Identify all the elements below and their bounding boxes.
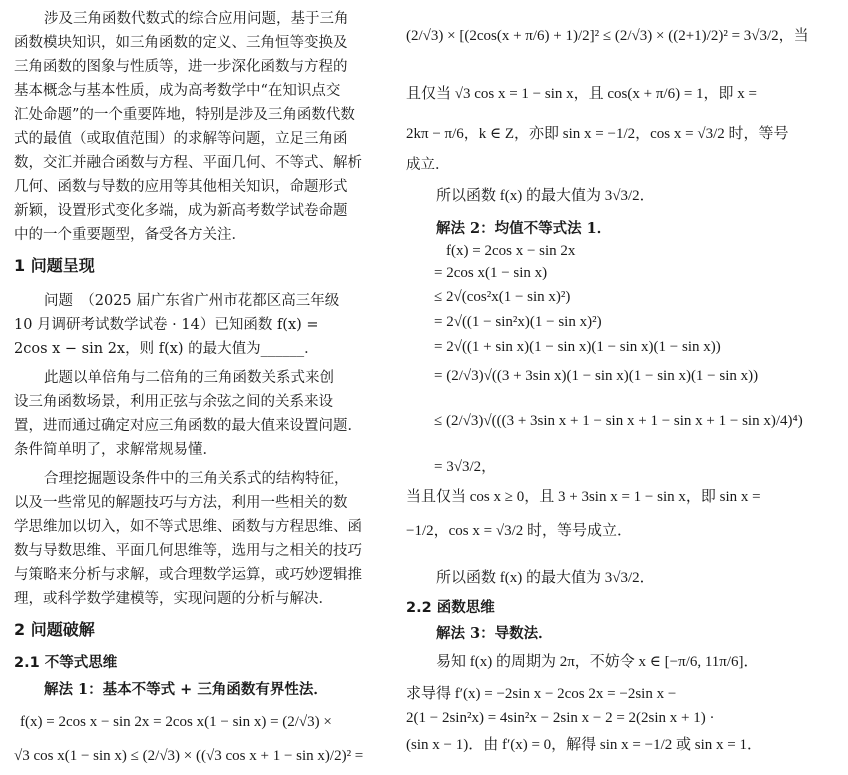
section-1-title: 1 问题呈现 (14, 256, 95, 275)
math-line: = 2√((1 + sin x)(1 − sin x)(1 − sin x)(1 − sin x)) (434, 339, 721, 355)
conclusion-line: 所以函数 f(x) 的最大值为 3√3/2． (436, 570, 655, 586)
text-line: 此题以单倍角与二倍角的三角函数关系式来创 (44, 370, 334, 386)
section-2-1-title: 2.1 不等式思维 (14, 655, 118, 671)
math-line: = (2/√3)√((3 + 3sin x)(1 − sin x)(1 − sin x)(1 − sin x)) (434, 368, 759, 384)
math-line: ≤ (2/√3)√(((3 + 3sin x + 1 − sin x + 1 − sin x + 1 − sin x)/4)⁴) (434, 413, 803, 429)
math-line: f(x) = 2cos x − sin 2x (446, 243, 576, 259)
math-line: 2kπ − π/6，k ∈ Z，亦即 sin x = −1/2，cos x = √3/2 时，等号 (406, 126, 789, 142)
math-line: = 3√3/2， (434, 459, 497, 475)
math-line: 2(1 − 2sin²x) = 4sin²x − 2sin x − 2 = 2(2sin x + 1) · (406, 710, 715, 726)
text-line: 新颖，设置形式变化多端，成为新高考数学试卷命题 (14, 203, 348, 219)
text-line: 以及一些常见的解题技巧与方法，利用一些相关的数 (14, 495, 348, 511)
text-line: 数与导数思维、平面几何思维等，选用与之相关的技巧 (14, 543, 362, 559)
text-line: 问题 （2025 届广东省广州市花都区高三年级 (44, 293, 340, 309)
text-line: 几何、函数与导数的应用等其他相关知识，命题形式 (14, 179, 348, 195)
math-line: 求导得 f′(x) = −2sin x − 2cos 2x = −2sin x − (406, 686, 677, 702)
section-2-2-title: 2.2 函数思维 (406, 600, 495, 616)
text-line: 中的一个重要题型，备受各方关注． (14, 227, 246, 243)
text-line: 理，或科学数学建模等，实现问题的分析与解决． (14, 591, 333, 607)
math-line: 当且仅当 cos x ≥ 0，且 3 + 3sin x = 1 − sin x，即 sin x = (406, 489, 761, 505)
math-line: (2/√3) × [(2cos(x + π/6) + 1)/2]² ≤ (2/√3) × ((2+1)/2)² = 3√3/2，当 (406, 28, 809, 44)
section-2-title: 2 问题破解 (14, 620, 95, 639)
math-line: = 2cos x(1 − sin x) (434, 265, 548, 281)
text-line: 与策略来分析与求解，或合理数学运算，或巧妙逻辑推 (14, 567, 362, 583)
text-line: 涉及三角函数代数式的综合应用问题，基于三角 (44, 11, 349, 27)
text-line: 基本概念与基本性质，成为高考数学中“在知识点交 (14, 83, 341, 99)
text-line: 学思维加以切入，如不等式思维、函数与方程思维、函 (14, 519, 362, 535)
text-line: 函数模块知识，如三角函数的定义、三角恒等变换及 (14, 35, 348, 51)
math-line: f(x) = 2cos x − sin 2x = 2cos x(1 − sin x) = (2/√3) × (20, 714, 332, 730)
text-line: 2cos x − sin 2x，则 f(x) 的最大值为______． (14, 341, 319, 357)
solution-label: 解法 2：均值不等式法 1． (436, 220, 612, 237)
text-line: 成立． (406, 157, 450, 173)
math-line: 易知 f(x) 的周期为 2π，不妨令 x ∈ [−π/6, 11π/6]． (436, 654, 759, 670)
math-line: 且仅当 √3 cos x = 1 − sin x，且 cos(x + π/6) = 1，即 x = (406, 86, 758, 102)
text-line: 10 月调研考试数学试卷 · 14）已知函数 f(x) = (14, 317, 319, 333)
math-line: −1/2，cos x = √3/2 时，等号成立． (406, 523, 632, 539)
solution-label: 解法 3：导数法． (436, 625, 553, 642)
conclusion-line: 所以函数 f(x) 的最大值为 3√3/2． (436, 188, 655, 204)
math-line: ≤ 2√(cos²x(1 − sin x)²) (434, 289, 571, 305)
text-line: 三角函数的图象与性质等，进一步深化函数与方程的 (14, 59, 348, 75)
text-line: 式的最值（或取值范围）的求解等问题，立足三角函 (14, 131, 348, 147)
math-line: (sin x − 1)．由 f′(x) = 0，解得 sin x = −1/2 或 sin x = 1． (406, 737, 762, 753)
text-line: 汇处命题”的一个重要阵地，特别是涉及三角函数代数 (14, 107, 355, 123)
text-line: 设三角函数场景，利用正弦与余弦之间的关系来设 (14, 394, 333, 410)
text-line: 数，交汇并融合函数与方程、平面几何、不等式、解析 (14, 155, 362, 171)
math-line: = 2√((1 − sin²x)(1 − sin x)²) (434, 314, 602, 330)
text-line: 条件简单明了，求解常规易懂． (14, 442, 217, 458)
solution-label: 解法 1：基本不等式 + 三角函数有界性法． (44, 681, 328, 698)
text-line: 置，进而通过确定对应三角函数的最大值来设置问题． (14, 418, 362, 434)
text-line: 合理挖掘题设条件中的三角关系式的结构特征， (44, 471, 349, 487)
math-line: √3 cos x(1 − sin x) ≤ (2/√3) × ((√3 cos x + 1 − sin x)/2)² = (14, 748, 364, 764)
